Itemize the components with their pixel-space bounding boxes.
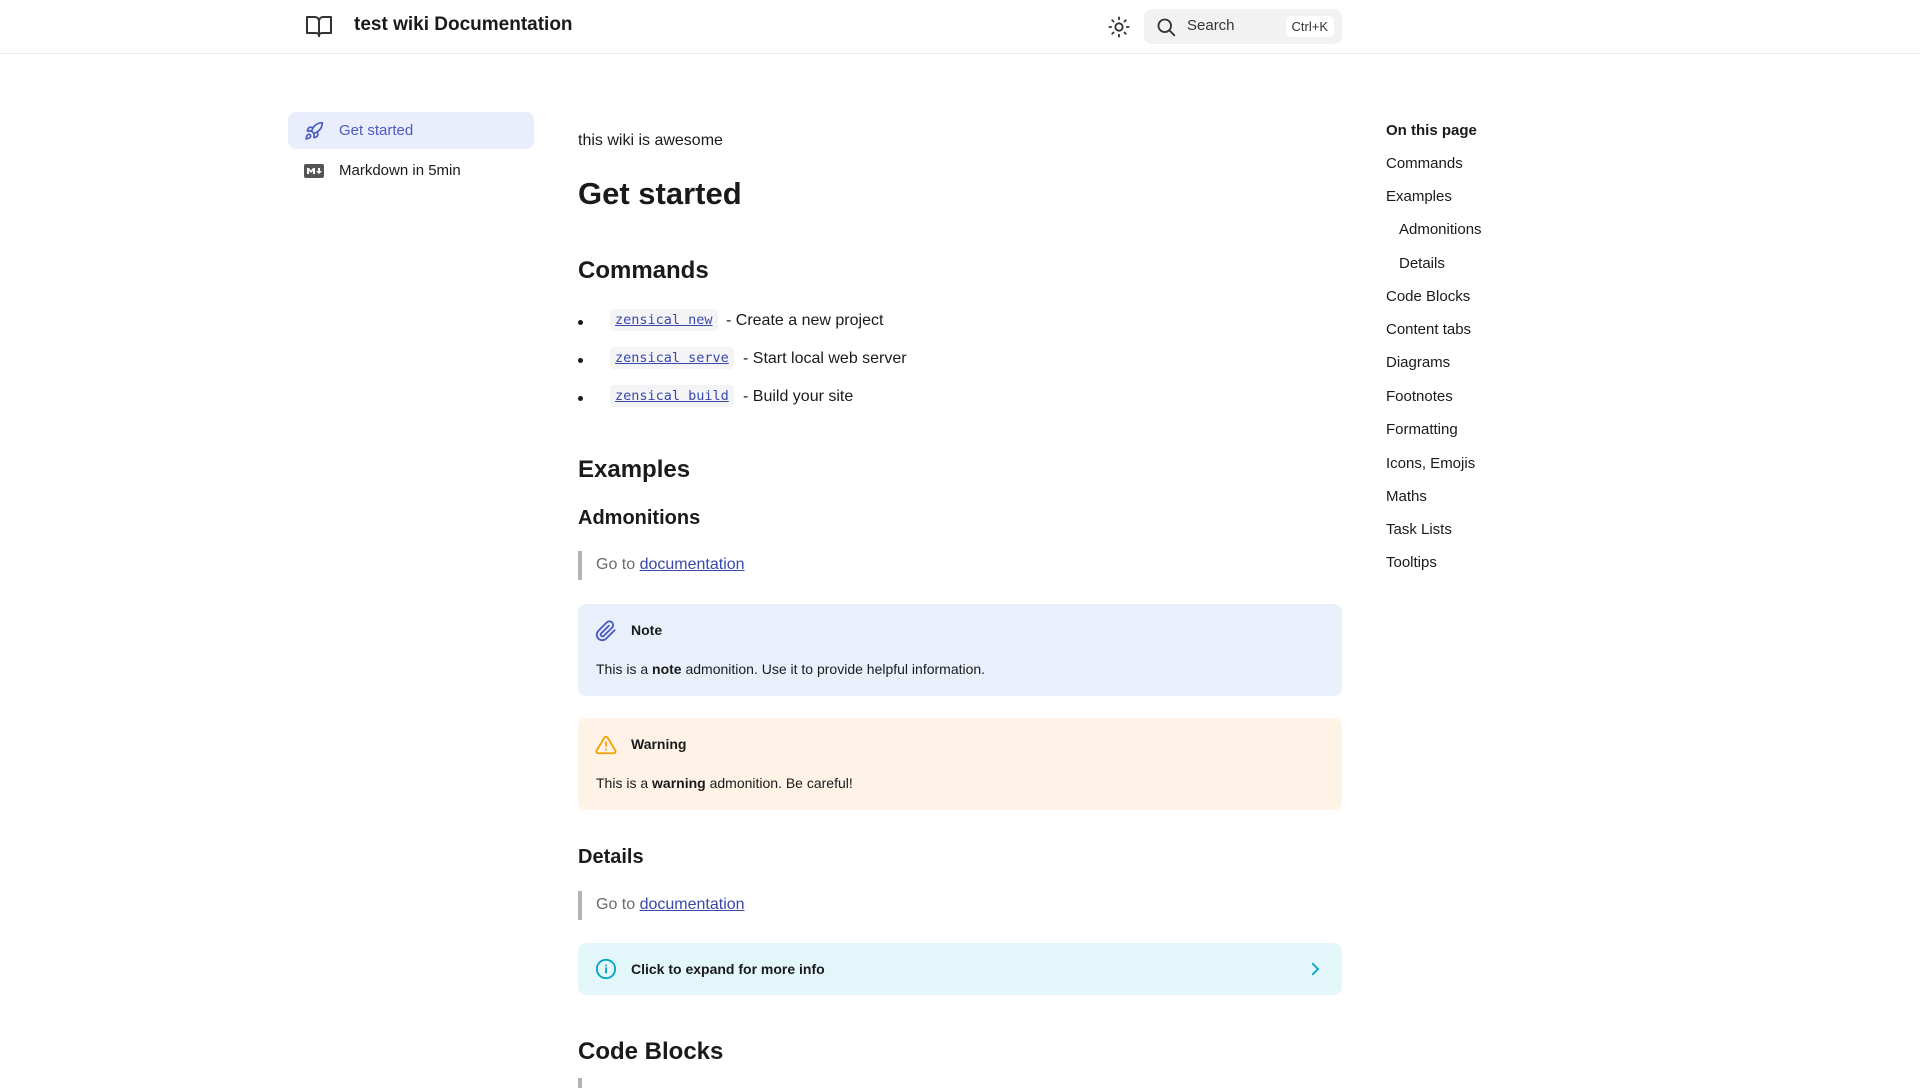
markdown-icon: [304, 161, 324, 181]
paperclip-icon: [595, 620, 617, 642]
command-description: - Build your site: [743, 388, 854, 405]
documentation-link[interactable]: documentation: [639, 556, 745, 573]
search-shortcut-badge: Ctrl+K: [1286, 16, 1334, 37]
warning-body: [596, 775, 853, 791]
note-title: Note: [631, 622, 663, 638]
blockquote-prefix: Go to: [596, 556, 636, 573]
book-logo-icon[interactable]: [305, 14, 333, 38]
blockquote-text: [596, 556, 745, 574]
nav-item-label: Markdown in 5min: [339, 162, 461, 179]
command-description: - Create a new project: [726, 312, 884, 329]
heading-commands: Commands: [578, 257, 709, 284]
code-link[interactable]: zensical serve: [610, 347, 734, 369]
note-body-post: admonition. Use it to provide helpful information.: [685, 661, 986, 677]
toc-item-tooltips[interactable]: Tooltips: [1386, 554, 1437, 571]
note-body-bold: note: [652, 661, 682, 677]
details-summary: Click to expand for more info: [631, 961, 825, 977]
sun-icon: [1108, 16, 1130, 38]
nav-item-label: Get started: [339, 122, 414, 139]
warning-body-pre: This is a: [596, 775, 649, 791]
info-icon: [595, 958, 617, 980]
toc-item-diagrams[interactable]: Diagrams: [1386, 354, 1451, 371]
note-admonition: [578, 604, 1342, 696]
heading-admonitions: Admonitions: [578, 507, 701, 529]
search-label: Search: [1187, 17, 1235, 34]
theme-toggle-button[interactable]: [1105, 13, 1133, 41]
warning-body-post: admonition. Be careful!: [709, 775, 853, 791]
note-body: [596, 661, 985, 677]
documentation-link[interactable]: documentation: [639, 896, 745, 913]
heading-examples: Examples: [578, 456, 691, 483]
heading-code-blocks: Code Blocks: [578, 1038, 724, 1065]
nav-item-get-started[interactable]: [288, 112, 534, 149]
code-link[interactable]: zensical build: [610, 385, 734, 407]
toc-item-task-lists[interactable]: Task Lists: [1386, 521, 1452, 538]
blockquote: [578, 551, 1282, 580]
note-body-pre: This is a: [596, 661, 649, 677]
warning-triangle-icon: [595, 734, 617, 756]
intro-text: this wiki is awesome: [578, 132, 723, 149]
search-icon: [1156, 17, 1176, 37]
rocket-icon: [304, 121, 324, 141]
heading-details: Details: [578, 846, 644, 868]
toc-item-maths[interactable]: Maths: [1386, 488, 1427, 505]
toc-item-icons-emojis[interactable]: Icons, Emojis: [1386, 455, 1476, 472]
blockquote: [578, 891, 1282, 920]
toc-item-formatting[interactable]: Formatting: [1386, 421, 1458, 438]
bullet: [578, 396, 583, 401]
toc-item-content-tabs[interactable]: Content tabs: [1386, 321, 1472, 338]
site-title[interactable]: test wiki Documentation: [354, 14, 573, 35]
toc-item-examples[interactable]: Examples: [1386, 188, 1452, 205]
toc-item-details[interactable]: Details: [1399, 255, 1445, 272]
blockquote-text: [596, 896, 745, 914]
warning-title: Warning: [631, 736, 687, 752]
page-title: Get started: [578, 176, 742, 211]
toc-item-admonitions[interactable]: Admonitions: [1399, 221, 1482, 238]
code-link[interactable]: zensical new: [610, 309, 718, 331]
bullet: [578, 320, 583, 325]
toc-item-footnotes[interactable]: Footnotes: [1386, 388, 1453, 405]
toc-item-code-blocks[interactable]: Code Blocks: [1386, 288, 1471, 305]
command-description: - Start local web server: [743, 350, 907, 367]
site-header: [0, 0, 1920, 54]
nav-item-markdown[interactable]: [288, 152, 534, 189]
search-button[interactable]: [1144, 9, 1342, 44]
warning-body-bold: warning: [652, 775, 706, 791]
toc-item-commands[interactable]: Commands: [1386, 155, 1463, 172]
blockquote-prefix: Go to: [596, 896, 636, 913]
details-collapsible[interactable]: [578, 943, 1342, 995]
chevron-right-icon: [1306, 960, 1324, 978]
bullet: [578, 358, 583, 363]
warning-admonition: [578, 718, 1342, 810]
toc-title: On this page: [1386, 122, 1477, 139]
